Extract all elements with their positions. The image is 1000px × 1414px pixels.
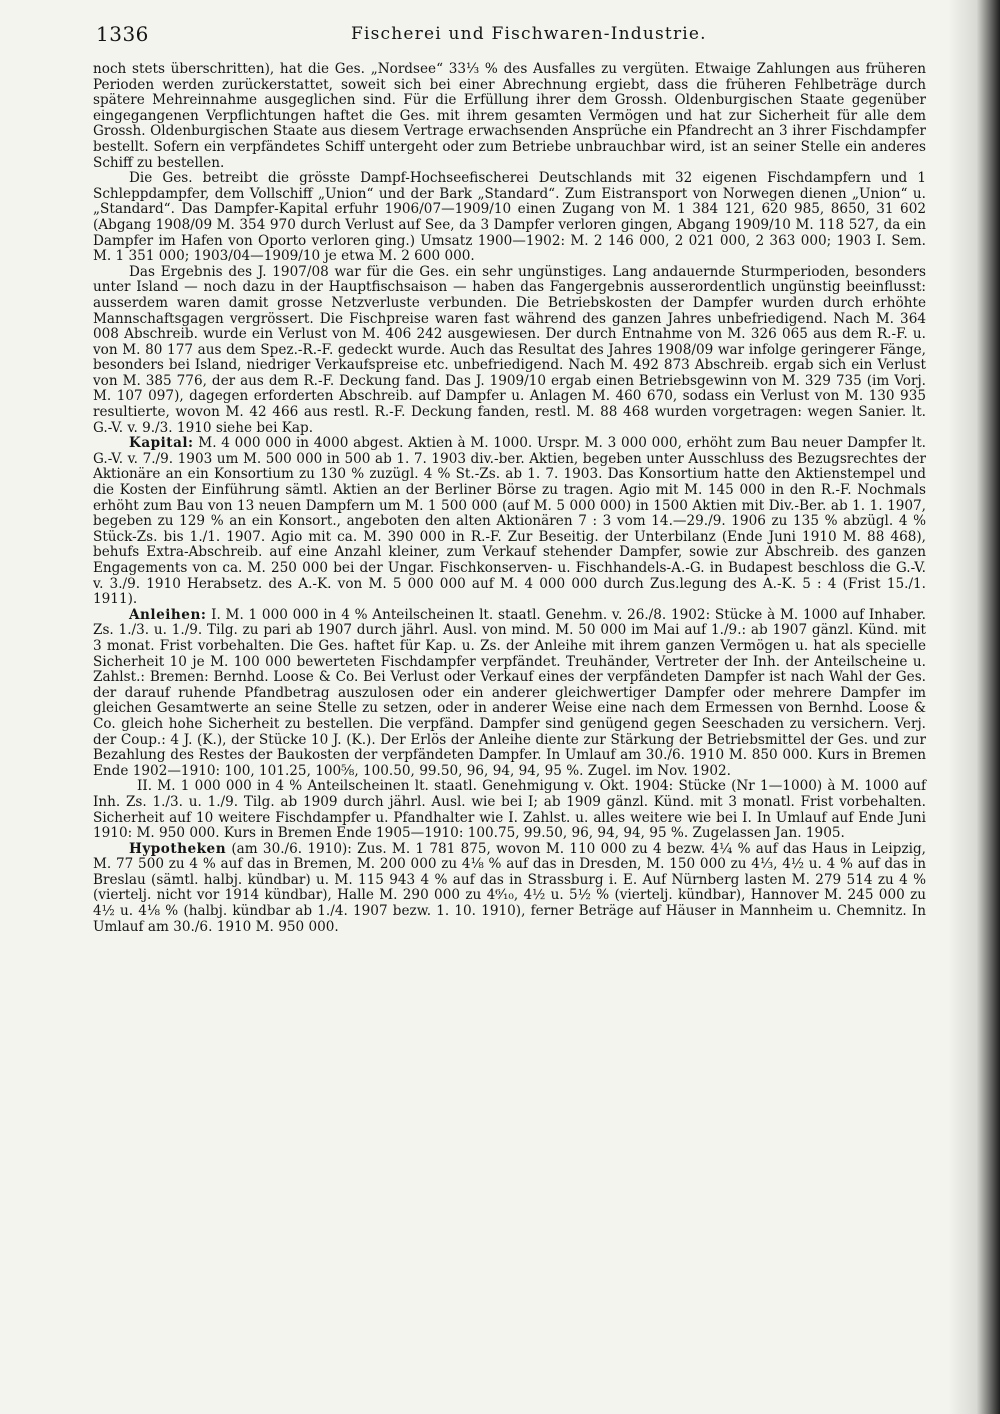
page-number: 1336 — [96, 22, 149, 46]
kapital-heading: Kapital: — [129, 435, 194, 452]
paragraph-kapital — [93, 436, 926, 608]
paragraph-results: Das Ergebnis des J. 1907/08 war für die Ges. ein sehr ungünstiges. Lang andauernde Sturmperioden, besonders unter Island — noch dazu in der Hauptfischsaison — haben das Fangergebnis ausserordentlich ungünstig beeinflusst: ausserdem waren damit grosse Netzverluste verbunden. Die Betriebskosten der Dampfer wurden durch erhöhte Mannschaftsgagen vergrössert. Die Fischpreise waren fast während des ganzen Jahres unbefriedigend. Nach M. 364 008 Abschreib. wurde ein Verlust von M. 406 242 ausgewiesen. Der durch Entnahme von M. 326 065 aus dem R.-F. u. von M. 80 177 aus dem Spez.-R.-F. gedeckt wurde. Auch das Resultat des Jahres 1908/09 war infolge geringerer Fänge, besonders bei Island, niedriger Verkaufspreise etc. unbefriedigend. Nach M. 492 873 Abschreib. ergab sich ein Verlust von M. 385 776, der aus dem R.-F. Deckung fand. Das J. 1909/10 ergab einen Betriebsgewinn von M. 329 735 (im Vorj. M. 107 097), dagegen erforderten Abschreib. auf Dampfer u. Anlagen M. 460 670, sodass ein Verlust von M. 130 935 resultierte, wovon M. 42 466 aus restl. R.-F. Deckung fanden, restl. M. 88 468 wurden vorgetragen: wegen Sanier. lt. G.-V. v. 9./3. 1910 siehe bei Kap. — [93, 263, 926, 436]
paragraph-anleihen — [93, 608, 926, 780]
hypotheken-heading: Hypotheken — [129, 840, 227, 857]
page-header — [96, 22, 926, 52]
paragraph-hypotheken — [93, 842, 926, 936]
binding-shadow — [948, 0, 1000, 1414]
anleihen-text: I. M. 1 000 000 in 4 % Anteilscheinen lt. staatl. Genehm. v. 26./8. 1902: Stücke à M. 1000 auf Inhaber. Zs. 1./3. u. 1./9. Tilg. zu pari ab 1907 durch jährl. Ausl. von mind. M. 50 000 im Mai auf 1./9.: ab 1907 gänzl. Künd. mit 3 monat. Frist vorbehalten. Die Ges. haftet für Kap. u. Zs. der Anleihe mit ihrem ganzen Vermögen u. hat als specielle Sicherheit 10 je M. 100 000 bewerteten Fischdampfer verpfändet. Treuhänder, Vertreter der Inh. der Anteilscheine u. Zahlst.: Bremen: Bernhd. Loose & Co. Bei Verlust oder Verkauf eines der verpfändeten Dampfer ist nach Wahl der Ges. der darauf ruhende Pfandbetrag auszulosen oder ein anderer gleichwertiger Dampfer oder mehrere Dampfer im gleichen Gesamtwerte an seine Stelle zu setzen, oder in anderer Weise eine nach dem Ermessen von Bernhd. Loose & Co. gleich hohe Sicherheit zu bestellen. Die verpfänd. Dampfer sind genügend gegen Seeschaden zu versichern. Verj. der Coup.: 4 J. (K.), der Stücke 10 J. (K.). Der Erlös der Anleihe diente zur Stärkung der Betriebsmittel der Ges. und zur Bezahlung des Restes der Baukosten der verpfändeten Dampfer. In Umlauf am 30./6. 1910 M. 850 000. Kurs in Bremen Ende 1902—1910: 100, 101.25, 100⅝, 100.50, 99.50, 96, 94, 94, 95 %. Zugel. im Nov. 1902. — [93, 606, 926, 779]
paragraph-nordsee: noch stets überschritten), hat die Ges. „Nordsee“ 33⅓ % des Ausfalles zu vergüten. Etwaige Zahlungen aus früheren Perioden werden zurückerstattet, soweit sich bei einer Abrechnung ergiebt, dass die früheren Fehlbeträge durch spätere Mehreinnahme ausgeglichen sind. Für die Erfüllung ihrer dem Grossh. Oldenburgischen Staate gegenüber eingegangenen Verpflichtungen haftet die Ges. mit ihrem gesamten Vermögen und hat zur Sicherheit für alle dem Grossh. Oldenburgischen Staate aus diesem Vertrage erwachsenden Ansprüche ein Pfandrecht an 3 ihrer Fischdampfer bestellt. Sofern ein verpfändetes Schiff untergeht oder zum Betriebe unbrauchbar wird, ist an seiner Stelle ein anderes Schiff zu bestellen. — [93, 61, 926, 171]
running-title: Fischerei und Fischwaren-Industrie. — [351, 24, 707, 44]
anleihen-heading: Anleihen: — [129, 606, 207, 623]
kapital-text: M. 4 000 000 in 4000 abgest. Aktien à M. 1000. Urspr. M. 3 000 000, erhöht zum Bau neuer Dampfer lt. G.-V. v. 7./9. 1903 um M. 500 000 in 500 ab 1. 7. 1903 div.-ber. Aktien, begeben unter Ausschluss des Bezugsrechtes der Aktionäre an ein Konsortium zu 130 % zuzügl. 4 % St.-Zs. ab 1. 7. 1903. Das Konsortium hatte den Aktienstempel und die Kosten der Einführung sämtl. Aktien an der Berliner Börse zu tragen. Agio mit M. 145 000 in den R.-F. Nochmals erhöht zum Bau von 13 neuen Dampfern um M. 1 500 000 (auf M. 5 000 000) in 1500 Aktien mit Div.-Ber. ab 1. 1. 1907, begeben zu 129 % an ein Konsort., angeboten den alten Aktionären 7 : 3 vom 14.—29./9. 1906 zu 135 % abzügl. 4 % Stück-Zs. bis 1./1. 1907. Agio mit ca. M. 390 000 in R.-F. Zur Beseitig. der Unterbilanz (Ende Juni 1910 M. 88 468), behufs Extra-Abschreib. auf eine Anzahl kleiner, zum Verkauf stehender Dampfer, sowie zur Abschreib. des ganzen Engagements von ca. M. 250 000 bei der Ungar. Fischkonserven- u. Fischhandels-A.-G. in Budapest beschloss die G.-V. v. 3./9. 1910 Herabsetz. des A.-K. von M. 5 000 000 auf M. 4 000 000 durch Zus.legung des A.-K. 5 : 4 (Frist 15./1. 1911). — [93, 435, 926, 608]
body-text — [93, 62, 926, 935]
paragraph-fleet: Die Ges. betreibt die grösste Dampf-Hochseefischerei Deutschlands mit 32 eigenen Fischdampfern und 1 Schleppdampfer, dem Vollschiff „Union“ und der Bark „Standard“. Zum Eistransport von Norwegen dienen „Union“ u. „Standard“. Das Dampfer-Kapital erfuhr 1906/07—1909/10 einen Zugang von M. 1 384 121, 620 985, 8650, 31 602 (Abgang 1908/09 M. 354 970 durch Verlust auf See, da 3 Dampfer verloren gingen, Abgang 1909/10 M. 118 527, da ein Dampfer im Hafen von Oporto verloren ging.) Umsatz 1900—1902: M. 2 146 000, 2 021 000, 2 363 000; 1903 I. Sem. M. 1 351 000; 1903/04—1909/10 je etwa M. 2 600 000. — [93, 170, 926, 265]
hypotheken-text: (am 30./6. 1910): Zus. M. 1 781 875, wovon M. 110 000 zu 4 bezw. 4¼ % auf das Haus in Leipzig, M. 77 500 zu 4 % auf das in Bremen, M. 200 000 zu 4⅛ % auf das in Dresden, M. 150 000 zu 4⅓, 4½ u. 4 % auf das in Breslau (sämtl. halbj. kündbar) u. M. 115 943 4 % auf das in Strassburg i. E. Auf Nürnberg lasten M. 279 514 zu 4 % (viertelj. nicht vor 1914 kündbar), Halle M. 290 000 zu 4⁶⁄₁₀, 4½ u. 5½ % (viertelj. kündbar), Hannover M. 245 000 zu 4½ u. 4⅛ % (halbj. kündbar ab 1./4. 1907 bezw. 1. 10. 1910), ferner Beträge auf Häuser in Mannheim u. Chemnitz. In Umlauf am 30./6. 1910 M. 950 000. — [93, 840, 926, 935]
paragraph-anleihe-ii: II. M. 1 000 000 in 4 % Anteilscheinen lt. staatl. Genehmigung v. Okt. 1904: Stücke (Nr 1—1000) à M. 1000 auf Inh. Zs. 1./3. u. 1./9. Tilg. ab 1909 durch jährl. Ausl. wie bei I; ab 1909 gänzl. Künd. mit 3 monatl. Frist vorbehalten. Sicherheit auf 10 weitere Fischdampfer u. Pfandhalter wie I. Zahlst. u. alles weitere wie bei I. In Umlauf auf Ende Juni 1910: M. 950 000. Kurs in Bremen Ende 1905—1910: 100.75, 99.50, 96, 94, 94, 95 %. Zugelassen Jan. 1905. — [93, 778, 926, 842]
